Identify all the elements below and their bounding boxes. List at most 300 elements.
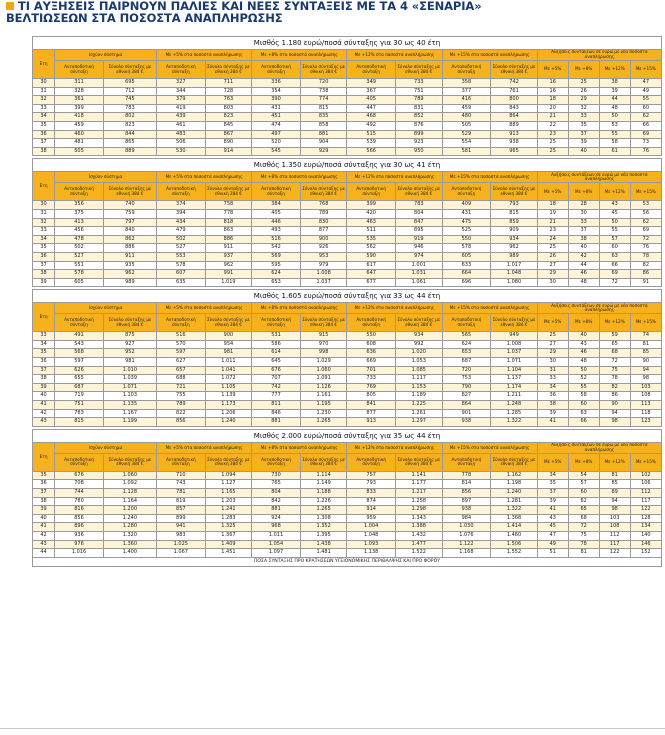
table-cell: 711 <box>205 79 251 88</box>
table-cell: 36 <box>33 130 55 139</box>
table-cell: 89 <box>599 489 630 498</box>
table-cell: 474 <box>252 121 301 130</box>
table-cell: 1.265 <box>300 418 346 427</box>
table-cell: 32 <box>33 96 55 105</box>
total-pension-header: Σύνολο σύνταξης με εθνική 384 € <box>396 314 442 332</box>
table-cell: 938 <box>442 506 491 515</box>
contributory-pension-header: Ανταποδοτική σύνταξη <box>55 453 104 471</box>
table-cell: 805 <box>347 392 396 401</box>
table-cell: 915 <box>300 332 346 341</box>
table-cell: 30 <box>537 278 568 287</box>
table-cell: 804 <box>252 489 301 498</box>
table-cell: 19 <box>537 209 568 218</box>
table-cell: 44 <box>568 261 599 270</box>
table-cell: 1.103 <box>103 392 156 401</box>
table-cell: 545 <box>252 147 301 156</box>
table-cell: 1.060 <box>103 471 156 480</box>
table-cell: 25 <box>537 147 568 156</box>
total-pension-header: Σύνολο σύνταξης με εθνική 384 € <box>205 61 251 79</box>
table-cell: 483 <box>156 130 205 139</box>
table-cell: 742 <box>252 383 301 392</box>
table-cell: 962 <box>491 244 537 253</box>
table-cell: 505 <box>55 147 104 156</box>
table-cell: 1.552 <box>491 549 537 558</box>
table-cell: 98 <box>599 506 630 515</box>
table-cell: 1.067 <box>156 549 205 558</box>
table-row <box>33 401 662 410</box>
table-cell: 687 <box>55 383 104 392</box>
table-caption: Μισθός 2.000 ευρώ/ποσά σύνταξης για 35 ως 44 έτη <box>33 429 662 442</box>
increase-col-p8: Με +8% <box>568 61 599 79</box>
table-row <box>33 349 662 358</box>
table-cell: 889 <box>491 121 537 130</box>
table-row <box>33 375 662 384</box>
table-cell: 953 <box>300 252 346 261</box>
table-cell: 789 <box>396 96 442 105</box>
increase-col-p8: Με +8% <box>568 453 599 471</box>
table-cell: 753 <box>442 375 491 384</box>
total-pension-header: Σύνολο σύνταξης με εθνική 384 € <box>396 61 442 79</box>
table-cell: 103 <box>599 514 630 523</box>
table-cell: 76 <box>630 147 661 156</box>
table-cell: 1.127 <box>205 480 251 489</box>
table-cell: 384 <box>252 201 301 210</box>
table-cell: 1.153 <box>396 383 442 392</box>
total-pension-header: Σύνολο σύνταξης με εθνική 384 € <box>103 314 156 332</box>
table-cell: 30 <box>33 201 55 210</box>
contributory-pension-header: Ανταποδοτική σύνταξη <box>347 453 396 471</box>
table-cell: 31 <box>537 366 568 375</box>
table-cell: 1.199 <box>103 418 156 427</box>
table-cell: 1.139 <box>205 392 251 401</box>
table-cell: 1.085 <box>396 366 442 375</box>
table-cell: 35 <box>537 480 568 489</box>
table-cell: 983 <box>156 531 205 540</box>
table-cell: 901 <box>442 409 491 418</box>
table-cell: 1.041 <box>205 366 251 375</box>
table-cell: 36 <box>33 252 55 261</box>
table-row <box>33 218 662 227</box>
total-pension-header: Σύνολο σύνταξης με εθνική 384 € <box>205 183 251 201</box>
table-cell: 336 <box>252 79 301 88</box>
table-cell: 1.188 <box>300 489 346 498</box>
table-footnote: ΠΟΣΑ ΣΥΝΤΑΞΗΣ ΠΡΟ ΚΡΑΤΗΣΕΩΝ ΥΓΕΙΟΝΟΜΙΚΗΣ ΠΕΡΙΘΑΛΨΗΣ ΚΑΙ ΠΡΟ ΦΟΡΟΥ <box>33 557 662 566</box>
table-cell: 605 <box>442 252 491 261</box>
table-cell: 349 <box>347 79 396 88</box>
table-cell: 581 <box>442 147 491 156</box>
table-cell: 65 <box>568 506 599 515</box>
table-cell: 39 <box>33 278 55 287</box>
table-cell: 1.211 <box>491 392 537 401</box>
table-cell: 1.122 <box>442 540 491 549</box>
table-cell: 45 <box>537 523 568 532</box>
table-cell: 909 <box>491 227 537 236</box>
total-pension-header: Σύνολο σύνταξης με εθνική 384 € <box>491 183 537 201</box>
table-cell: 759 <box>103 209 156 218</box>
table-cell: 935 <box>103 261 156 270</box>
table-cell: 34 <box>537 471 568 480</box>
table-cell: 900 <box>300 235 346 244</box>
table-cell: 1.409 <box>205 540 251 549</box>
table-cell: 63 <box>599 252 630 261</box>
table-cell: 744 <box>55 489 104 498</box>
table-cell: 50 <box>568 366 599 375</box>
contributory-pension-header: Ανταποδοτική σύνταξη <box>442 314 491 332</box>
table-cell: 34 <box>33 235 55 244</box>
table-cell: 34 <box>33 340 55 349</box>
table-cell: 952 <box>103 349 156 358</box>
table-cell: 37 <box>33 261 55 270</box>
table-cell: 117 <box>599 540 630 549</box>
table-cell: 327 <box>156 79 205 88</box>
table-cell: 899 <box>396 130 442 139</box>
table-cell: 554 <box>442 139 491 148</box>
table-cell: 405 <box>252 209 301 218</box>
table-cell: 28 <box>568 201 599 210</box>
table-cell: 33 <box>33 227 55 236</box>
table-cell: 904 <box>300 139 346 148</box>
table-cell: 1.135 <box>103 401 156 410</box>
table-cell: 460 <box>55 130 104 139</box>
table-cell: 394 <box>156 209 205 218</box>
table-cell: 492 <box>347 121 396 130</box>
table-cell: 55 <box>568 383 599 392</box>
table-cell: 344 <box>156 87 205 96</box>
table-cell: 896 <box>55 523 104 532</box>
table-cell: 768 <box>300 201 346 210</box>
table-cell: 98 <box>630 375 661 384</box>
table-cell: 777 <box>252 392 301 401</box>
table-row <box>33 201 662 210</box>
table-cell: 1.400 <box>103 549 156 558</box>
table-cell: 38 <box>568 235 599 244</box>
table-cell: 859 <box>491 218 537 227</box>
contributory-pension-header: Ανταποδοτική σύνταξη <box>442 453 491 471</box>
increase-col-p8: Με +8% <box>568 183 599 201</box>
increase-col-p8: Με +8% <box>568 314 599 332</box>
table-cell: 965 <box>491 147 537 156</box>
table-cell: 42 <box>33 531 55 540</box>
table-cell: 63 <box>568 409 599 418</box>
table-cell: 797 <box>103 218 156 227</box>
total-pension-header: Σύνολο σύνταξης με εθνική 384 € <box>300 314 346 332</box>
table-row <box>33 480 662 489</box>
table-cell: 35 <box>33 121 55 130</box>
total-pension-header: Σύνολο σύνταξης με εθνική 384 € <box>491 453 537 471</box>
table-cell: 1.008 <box>491 340 537 349</box>
table-cell: 743 <box>156 480 205 489</box>
table-cell: 94 <box>599 497 630 506</box>
table-cell: 106 <box>630 480 661 489</box>
table-cell: 69 <box>599 270 630 279</box>
table-cell: 1.011 <box>205 358 251 367</box>
scenario-header-g15: Με +15% στα ποσοστά αναπλήρωσης <box>442 50 537 61</box>
table-cell: 1.025 <box>156 540 205 549</box>
table-cell: 36 <box>33 480 55 489</box>
table-cell: 968 <box>252 523 301 532</box>
table-cell: 774 <box>300 96 346 105</box>
table-cell: 1.320 <box>103 531 156 540</box>
table-cell: 657 <box>156 366 205 375</box>
table-cell: 842 <box>252 497 301 506</box>
table-cell: 991 <box>205 270 251 279</box>
table-cell: 899 <box>156 514 205 523</box>
table-row <box>33 383 662 392</box>
table-cell: 42 <box>33 409 55 418</box>
table-cell: 676 <box>252 366 301 375</box>
table-cell: 676 <box>55 471 104 480</box>
table-cell: 1.261 <box>396 409 442 418</box>
table-cell: 1.226 <box>300 497 346 506</box>
table-cell: 566 <box>347 147 396 156</box>
table-cell: 60 <box>630 104 661 113</box>
table-cell: 55 <box>599 227 630 236</box>
table-cell: 1.206 <box>205 409 251 418</box>
table-cell: 1.167 <box>103 409 156 418</box>
table-cell: 911 <box>103 252 156 261</box>
table-cell: 53 <box>599 121 630 130</box>
table-cell: 857 <box>156 506 205 515</box>
table-cell: 459 <box>442 104 491 113</box>
table-cell: 26 <box>537 252 568 261</box>
table-cell: 29 <box>568 96 599 105</box>
table-cell: 1.203 <box>205 497 251 506</box>
table-cell: 843 <box>491 104 537 113</box>
table-cell: 1.054 <box>252 540 301 549</box>
page-title-line1: ΤΙ ΑΥΞΗΣΕΙΣ ΠΑΙΡΝΟΥΝ ΠΑΛΙΕΣ ΚΑΙ ΝΕΕΣ ΣΥΝΤΑΞΕΙΣ ΜΕ ΤΑ 4 «ΣΕΝΑΡΙΑ» <box>18 0 482 13</box>
table-cell: 758 <box>205 201 251 210</box>
table-cell: 66 <box>599 261 630 270</box>
table-cell: 78 <box>599 375 630 384</box>
table-cell: 626 <box>55 366 104 375</box>
table-cell: 447 <box>347 104 396 113</box>
scenario-header-g15: Με +15% στα ποσοστά αναπλήρωσης <box>442 172 537 183</box>
table-cell: 847 <box>396 218 442 227</box>
table-cell: 419 <box>156 104 205 113</box>
table-cell: 946 <box>396 244 442 253</box>
pension-table <box>32 289 662 427</box>
contributory-pension-header: Ανταποδοτική σύνταξη <box>55 314 104 332</box>
table-cell: 633 <box>442 261 491 270</box>
table-cell: 431 <box>442 209 491 218</box>
table-cell: 923 <box>396 139 442 148</box>
current-system-header: Ισχύον σύστημα <box>55 172 157 183</box>
table-cell: 1.080 <box>491 278 537 287</box>
table-cell: 1.138 <box>347 549 396 558</box>
table-cell: 41 <box>33 523 55 532</box>
table-cell: 864 <box>442 401 491 410</box>
table-cell: 446 <box>252 218 301 227</box>
table-cell: 1.061 <box>396 278 442 287</box>
table-row <box>33 549 662 558</box>
table-cell: 75 <box>568 531 599 540</box>
table-cell: 30 <box>568 209 599 218</box>
table-row <box>33 79 662 88</box>
table-cell: 858 <box>300 121 346 130</box>
table-cell: 36 <box>33 358 55 367</box>
table-cell: 24 <box>537 235 568 244</box>
table-row <box>33 227 662 236</box>
table-cell: 738 <box>300 87 346 96</box>
table-cell: 1.281 <box>491 497 537 506</box>
table-cell: 608 <box>347 340 396 349</box>
table-cell: 72 <box>599 278 630 287</box>
table-cell: 938 <box>442 418 491 427</box>
table-cell: 934 <box>396 332 442 341</box>
table-cell: 1.030 <box>442 523 491 532</box>
table-cell: 39 <box>537 497 568 506</box>
table-cell: 793 <box>491 201 537 210</box>
table-cell: 981 <box>205 349 251 358</box>
table-cell: 1.029 <box>300 358 346 367</box>
table-cell: 18 <box>537 96 568 105</box>
table-cell: 98 <box>599 418 630 427</box>
total-pension-header: Σύνολο σύνταξης με εθνική 384 € <box>491 314 537 332</box>
table-cell: 778 <box>442 471 491 480</box>
table-cell: 1.008 <box>300 270 346 279</box>
table-cell: 66 <box>630 121 661 130</box>
scenario-header-g15: Με +15% στα ποσοστά αναπλήρωσης <box>442 303 537 314</box>
table-cell: 937 <box>205 252 251 261</box>
table-cell: 647 <box>347 270 396 279</box>
table-row <box>33 358 662 367</box>
table-cell: 1.071 <box>103 383 156 392</box>
contributory-pension-header: Ανταποδοτική σύνταξη <box>55 61 104 79</box>
table-cell: 118 <box>630 409 661 418</box>
table-cell: 800 <box>491 96 537 105</box>
table-cell: 614 <box>252 349 301 358</box>
table-cell: 1.004 <box>347 523 396 532</box>
table-row <box>33 471 662 480</box>
table-cell: 69 <box>630 130 661 139</box>
table-row <box>33 147 662 156</box>
table-row <box>33 514 662 523</box>
table-cell: 1.177 <box>396 480 442 489</box>
table-cell: 33 <box>537 375 568 384</box>
table-cell: 914 <box>205 147 251 156</box>
table-cell: 578 <box>442 244 491 253</box>
table-cell: 862 <box>103 235 156 244</box>
table-cell: 47 <box>630 79 661 88</box>
table-cell: 998 <box>300 349 346 358</box>
table-row <box>33 506 662 515</box>
table-cell: 1.240 <box>205 418 251 427</box>
table-cell: 1.308 <box>300 514 346 523</box>
table-cell: 54 <box>568 471 599 480</box>
table-cell: 43 <box>599 201 630 210</box>
table-cell: 1.164 <box>103 497 156 506</box>
table-cell: 25 <box>537 332 568 341</box>
table-cell: 140 <box>630 531 661 540</box>
table-cell: 962 <box>205 261 251 270</box>
scenario-header-g12: Με +12% στα ποσοστά αναπλήρωσης <box>347 303 442 314</box>
table-cell: 478 <box>55 235 104 244</box>
table-cell: 520 <box>252 139 301 148</box>
table-cell: 40 <box>568 332 599 341</box>
table-cell: 66 <box>568 418 599 427</box>
table-cell: 62 <box>568 497 599 506</box>
table-cell: 816 <box>55 506 104 515</box>
table-cell: 1.114 <box>300 471 346 480</box>
table-cell: 34 <box>33 113 55 122</box>
table-cell: 1.092 <box>103 480 156 489</box>
table-cell: 61 <box>599 147 630 156</box>
table-cell: 1.093 <box>347 540 396 549</box>
table-cell: 763 <box>205 96 251 105</box>
table-cell: 90 <box>599 401 630 410</box>
table-cell: 733 <box>396 79 442 88</box>
table-cell: 974 <box>396 252 442 261</box>
table-cell: 701 <box>347 366 396 375</box>
table-caption: Μισθός 1.180 ευρώ/ποσά σύνταξης για 30 ως 40 έτη <box>33 37 662 50</box>
page-title-block <box>6 0 656 24</box>
years-header: Ετη <box>33 303 55 332</box>
table-cell: 50 <box>599 113 630 122</box>
table-row <box>33 252 662 261</box>
bullet-square-icon <box>6 2 14 10</box>
table-cell: 1.094 <box>205 471 251 480</box>
increase-col-p12: Με +12% <box>599 314 630 332</box>
table-cell: 889 <box>103 147 156 156</box>
table-cell: 835 <box>300 113 346 122</box>
table-cell: 1.198 <box>491 480 537 489</box>
table-cell: 32 <box>33 218 55 227</box>
table-cell: 1.298 <box>396 506 442 515</box>
table-cell: 789 <box>300 209 346 218</box>
table-cell: 35 <box>33 471 55 480</box>
table-cell: 74 <box>630 332 661 341</box>
table-cell: 113 <box>630 401 661 410</box>
table-cell: 570 <box>156 340 205 349</box>
table-cell: 1.230 <box>300 409 346 418</box>
table-cell: 41 <box>537 418 568 427</box>
table-cell: 390 <box>252 96 301 105</box>
table-cell: 1.162 <box>491 471 537 480</box>
table-cell: 1.477 <box>396 540 442 549</box>
table-cell: 60 <box>568 401 599 410</box>
table-cell: 989 <box>491 252 537 261</box>
table-row <box>33 332 662 341</box>
table-cell: 374 <box>156 201 205 210</box>
table-cell: 926 <box>300 244 346 253</box>
table-cell: 815 <box>55 418 104 427</box>
table-cell: 976 <box>55 540 104 549</box>
contributory-pension-header: Ανταποδοτική σύνταξη <box>442 61 491 79</box>
table-cell: 653 <box>252 278 301 287</box>
scenario-header-g8: Με +8% στα ποσοστά αναπλήρωσης <box>252 303 347 314</box>
total-pension-header: Σύνολο σύνταξης με εθνική 384 € <box>103 453 156 471</box>
table-cell: 819 <box>156 497 205 506</box>
table-cell: 328 <box>55 87 104 96</box>
table-cell: 85 <box>599 480 630 489</box>
table-cell: 757 <box>347 471 396 480</box>
table-cell: 607 <box>156 270 205 279</box>
table-cell: 511 <box>347 227 396 236</box>
table-cell: 1.104 <box>491 366 537 375</box>
total-pension-header: Σύνολο σύνταξης με εθνική 384 € <box>205 314 251 332</box>
table-cell: 655 <box>55 375 104 384</box>
table-cell: 831 <box>396 104 442 113</box>
table-cell: 1.037 <box>300 278 346 287</box>
increase-col-p12: Με +12% <box>599 183 630 201</box>
increase-header: Αυξήσεις συντάξεων σε ευρώ με νέα ποσοστά αναπλήρωσης <box>537 303 661 314</box>
table-cell: 1.076 <box>442 531 491 540</box>
table-cell: 23 <box>537 227 568 236</box>
table-cell: 984 <box>442 514 491 523</box>
table-cell: 814 <box>442 480 491 489</box>
table-cell: 1.367 <box>205 531 251 540</box>
table-cell: 52 <box>568 375 599 384</box>
